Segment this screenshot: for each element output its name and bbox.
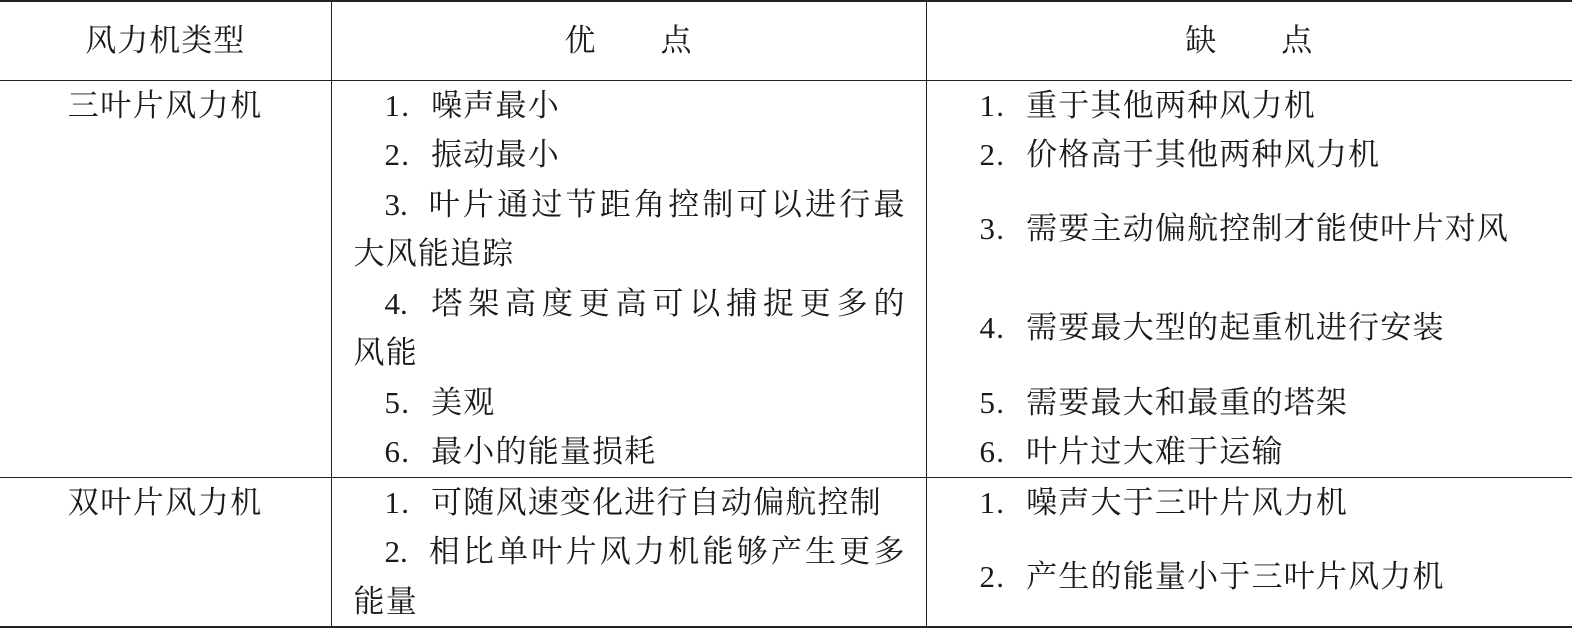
disadvantage-cell (926, 427, 1572, 477)
advantage-cell (331, 180, 926, 279)
header-turbine-type: 风力机类型 (0, 1, 331, 80)
disadvantage-line: 3. 需要主动偏航控制才能使叶片对风 (979, 211, 1510, 247)
turbine-type-cell: 双叶片风力机 (0, 477, 331, 627)
disadvantage-cell (926, 477, 1572, 527)
disadvantage-cell (926, 180, 1572, 279)
advantage-cell (331, 130, 926, 180)
disadvantage-line: 1. 噪声大于三叶片风力机 (979, 484, 1349, 520)
advantage-line: 2. 振动最小 (384, 137, 560, 172)
advantage-line: 4. 塔架高度更高可以捕捉更多的 (384, 285, 905, 321)
advantage-cell (331, 378, 926, 428)
header-disadvantages: 缺 点 (926, 1, 1572, 80)
advantage-cell (331, 279, 926, 378)
disadvantage-cell (926, 80, 1572, 130)
table-row (0, 80, 1572, 130)
turbine-type-cell: 三叶片风力机 (0, 80, 331, 477)
advantage-line-continuation: 能量 (353, 583, 418, 619)
disadvantage-line: 5. 需要最大和最重的塔架 (979, 384, 1349, 420)
disadvantage-cell (926, 279, 1572, 378)
advantage-line: 6. 最小的能量损耗 (384, 434, 657, 469)
advantage-line: 3. 叶片通过节距角控制可以进行最 (384, 186, 905, 222)
advantage-cell (331, 80, 926, 130)
disadvantage-cell (926, 527, 1572, 627)
advantage-cell (331, 427, 926, 477)
disadvantage-cell (926, 130, 1572, 180)
advantage-line: 1. 可随风速变化进行自动偏航控制 (384, 484, 882, 520)
row-group-three-blade (0, 80, 1572, 477)
disadvantage-cell (926, 378, 1572, 428)
advantage-cell (331, 477, 926, 527)
table-row (0, 477, 1572, 527)
advantage-line: 1. 噪声最小 (384, 87, 560, 123)
advantage-line: 5. 美观 (384, 384, 496, 420)
advantage-line: 2. 相比单叶片风力机能够产生更多 (384, 534, 905, 569)
disadvantage-line: 2. 产生的能量小于三叶片风力机 (979, 558, 1445, 594)
disadvantage-line: 6. 叶片过大难于运输 (979, 434, 1284, 469)
disadvantage-line: 1. 重于其他两种风力机 (979, 87, 1316, 123)
disadvantage-line: 4. 需要最大型的起重机进行安装 (979, 310, 1445, 346)
row-group-two-blade (0, 477, 1572, 627)
disadvantage-line: 2. 价格高于其他两种风力机 (979, 137, 1381, 172)
advantage-cell (331, 527, 926, 627)
advantage-line-continuation: 大风能追踪 (353, 236, 515, 271)
table-header (0, 1, 1572, 80)
header-advantages: 优 点 (331, 1, 926, 80)
header-row (0, 1, 1572, 80)
advantage-line-continuation: 风能 (353, 335, 418, 370)
